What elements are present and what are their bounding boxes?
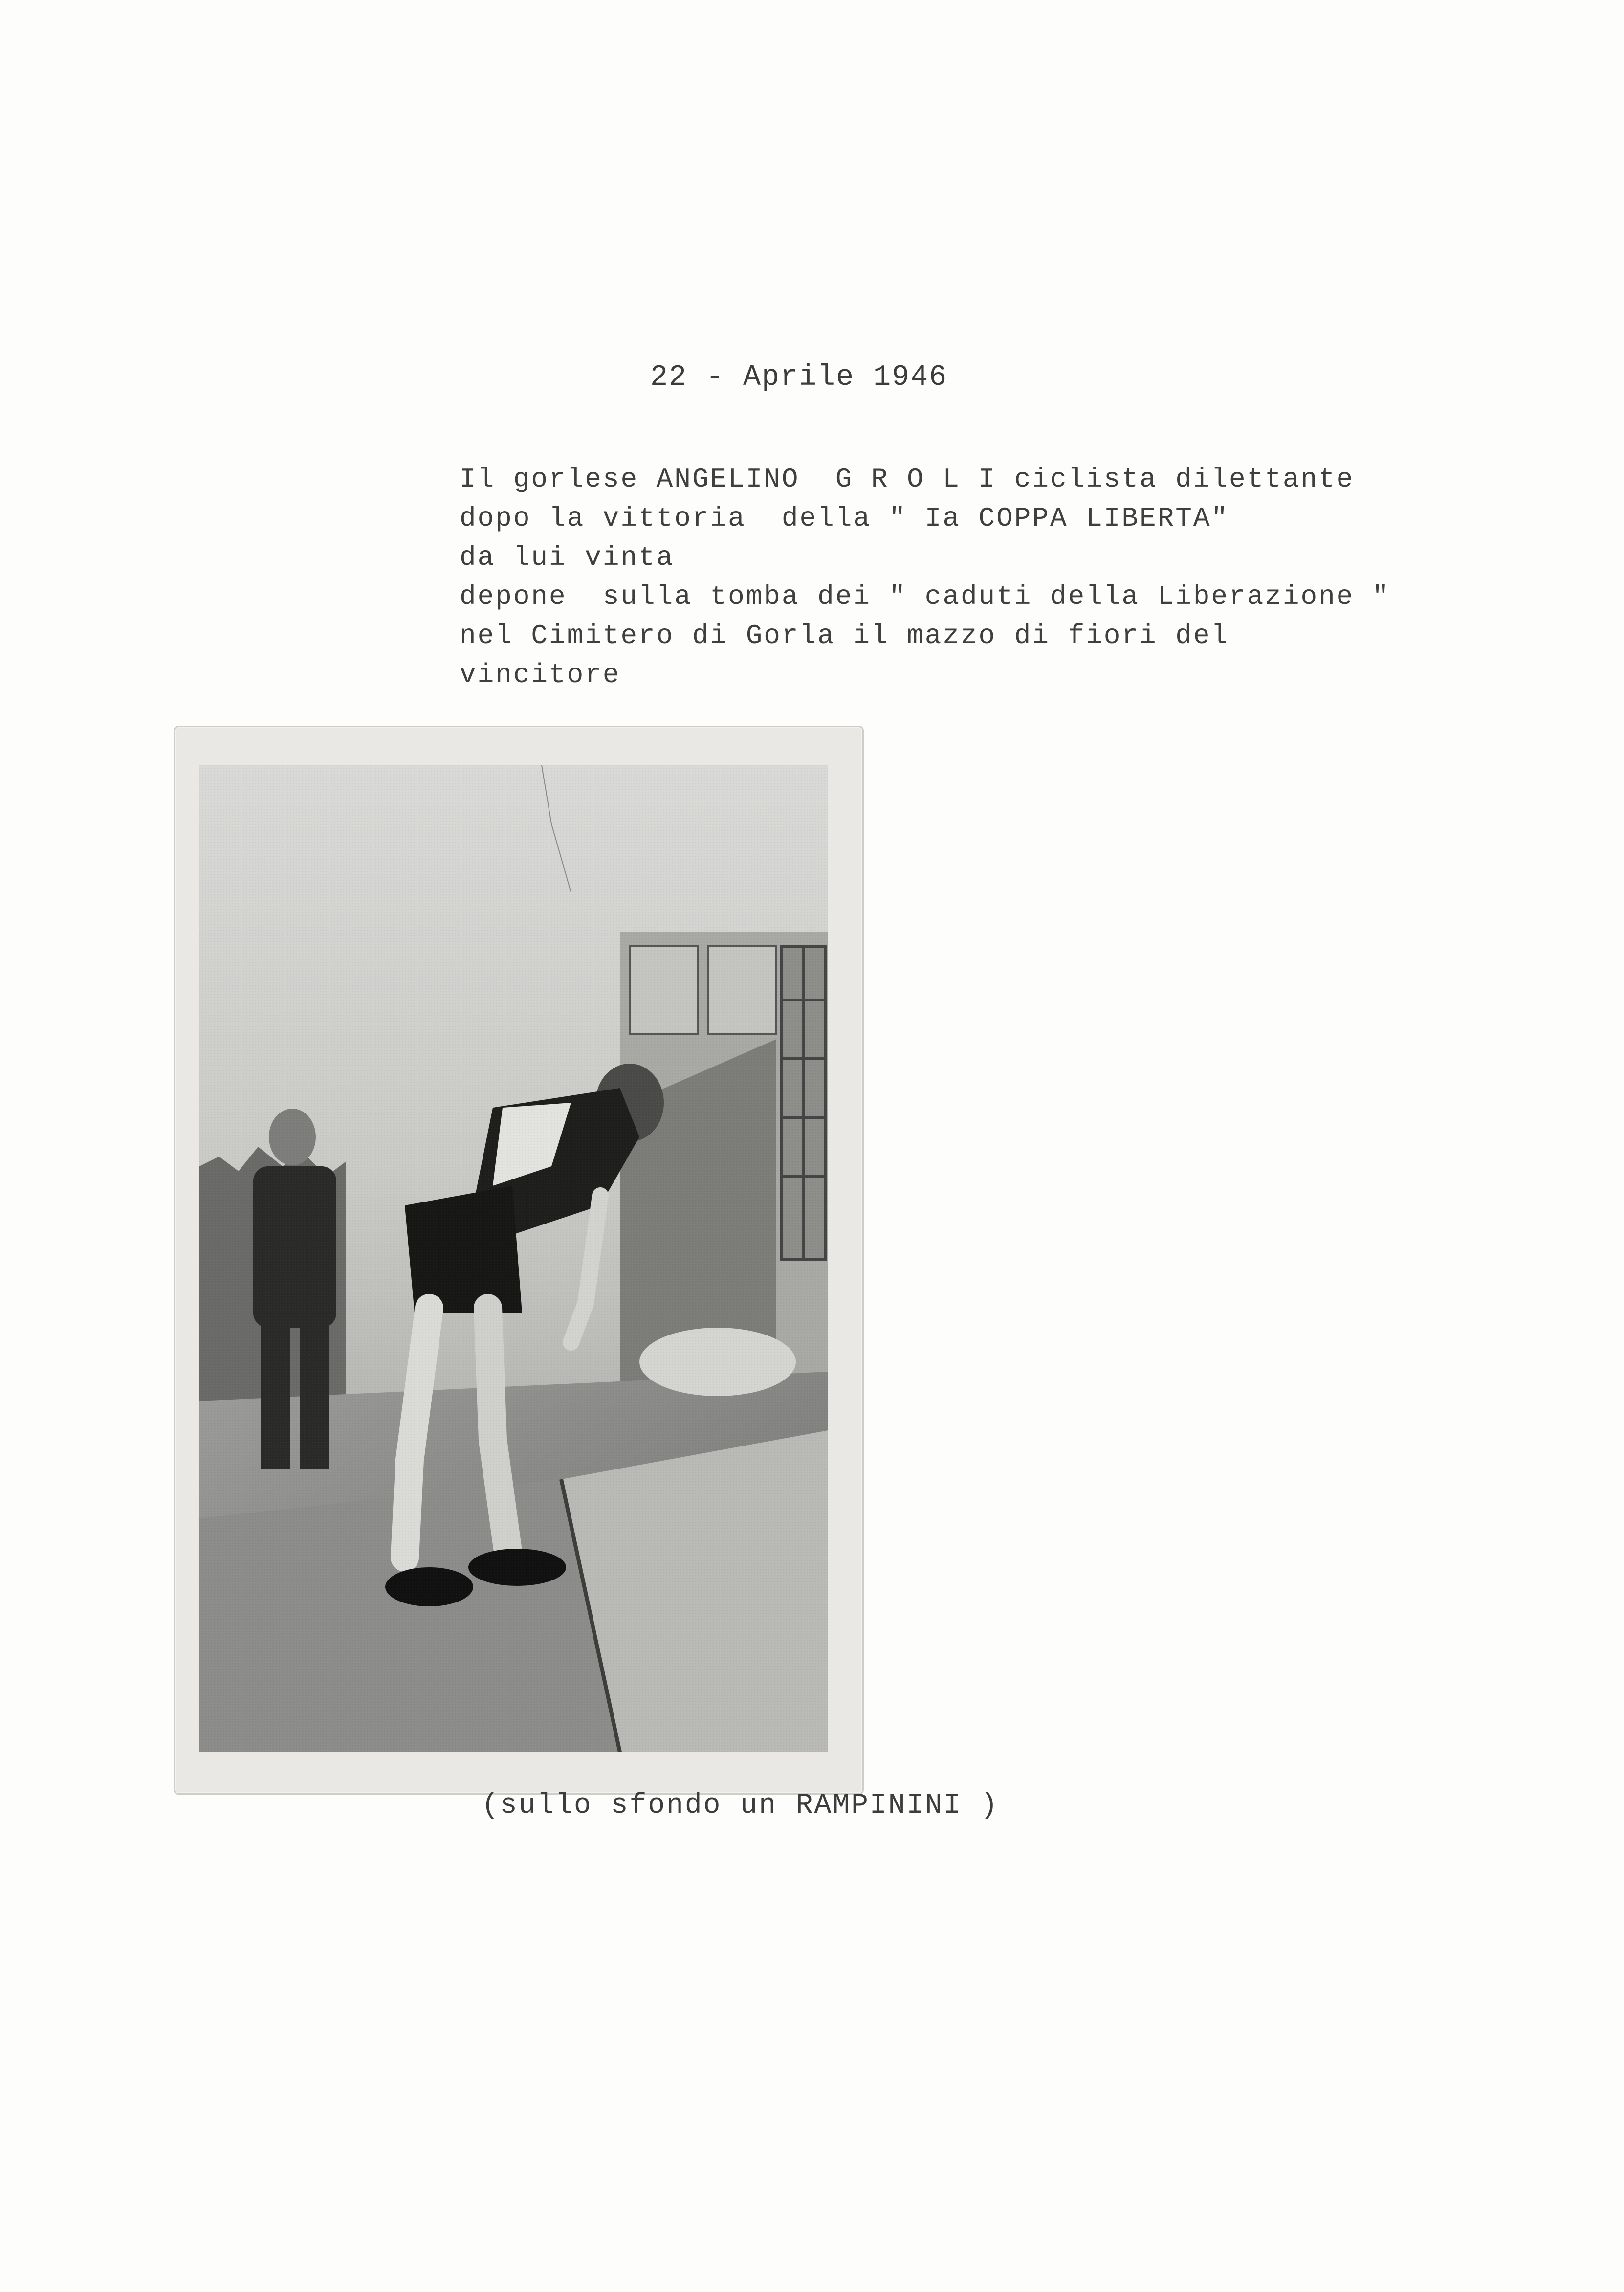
photo-footnote: (sullo sfondo un RAMPININI ) bbox=[482, 1790, 999, 1822]
photograph-illustration bbox=[199, 765, 828, 1752]
photograph bbox=[199, 765, 828, 1752]
caption-line: depone sulla tomba dei " caduti della Liberazione " bbox=[460, 581, 1390, 612]
caption-block bbox=[460, 460, 1437, 694]
caption-line: nel Cimitero di Gorla il mazzo di fiori del bbox=[460, 620, 1229, 651]
caption-line: Il gorlese ANGELINO G R O L I ciclista dilettante bbox=[460, 464, 1355, 495]
caption-line: vincitore bbox=[460, 659, 621, 690]
caption-line: dopo la vittoria della " Ia COPPA LIBERTA" bbox=[460, 503, 1229, 534]
date-heading: 22 - Aprile 1946 bbox=[650, 361, 948, 394]
caption-line: da lui vinta bbox=[460, 542, 675, 573]
photograph-mount bbox=[174, 726, 864, 1795]
